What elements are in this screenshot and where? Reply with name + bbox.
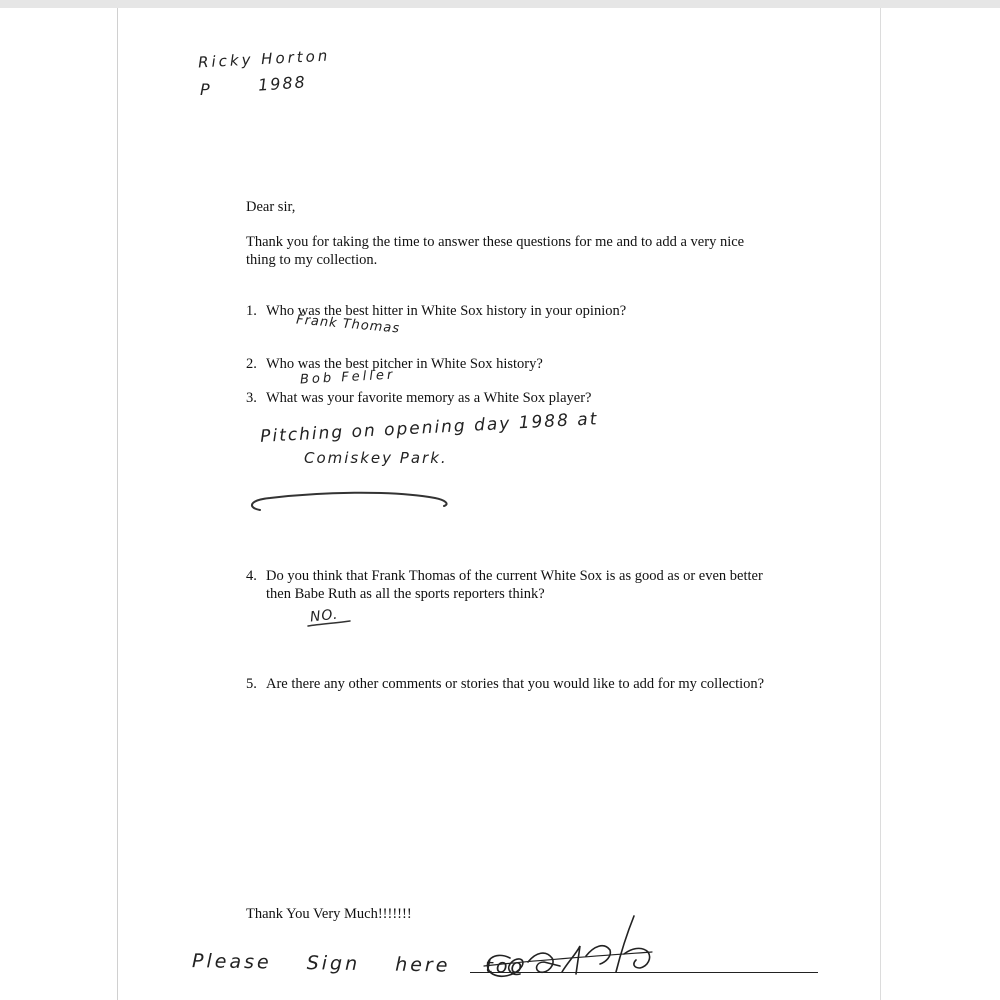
- sign-prompt: Please Sign here too: [191, 950, 526, 978]
- handwritten-position: P: [200, 80, 211, 99]
- intro-line-1: Thank you for taking the time to answer these questions for me and to add a very nice: [246, 234, 745, 250]
- scan-border: [0, 0, 1000, 8]
- question-4: [246, 568, 763, 585]
- handwritten-year: 1988: [257, 72, 308, 95]
- question-text: What was your favorite memory as a White Sox player?: [266, 390, 592, 406]
- question-number: 3.: [246, 390, 257, 406]
- question-3: [246, 390, 591, 407]
- question-number: 5.: [246, 676, 257, 692]
- question-number: 2.: [246, 356, 257, 372]
- question-5: [246, 676, 764, 693]
- question-text-line-1: Do you think that Frank Thomas of the current White Sox is as good as or even better: [266, 568, 763, 584]
- answer-4-underline: [306, 620, 356, 630]
- closing: Thank You Very Much!!!!!!!: [246, 906, 412, 922]
- answer-1: Frank Thomas: [295, 312, 401, 337]
- question-number: 1.: [246, 303, 257, 319]
- question-text: Are there any other comments or stories that you would like to add for my collection?: [266, 676, 765, 692]
- intro-line-2: thing to my collection.: [246, 252, 378, 268]
- salutation: Dear sir,: [246, 199, 296, 215]
- question-text: Who was the best hitter in White Sox history in your opinion?: [266, 303, 627, 319]
- handwritten-name: Ricky Horton: [197, 46, 331, 72]
- question-4-line-2: then Babe Ruth as all the sports reporters think?: [266, 586, 545, 602]
- question-number: 4.: [246, 568, 257, 584]
- answer-3-line-1: Pitching on opening day 1988 at: [259, 409, 599, 447]
- pen-stroke: [240, 488, 490, 518]
- answer-2: Bob Feller: [299, 367, 396, 388]
- answer-4: NO.: [309, 606, 340, 626]
- answer-3-line-2: Comiskey Park.: [304, 449, 448, 467]
- question-text: Who was the best pitcher in White Sox history?: [266, 356, 543, 372]
- paper-sheet: [118, 8, 880, 1000]
- autograph-signature: [476, 906, 676, 986]
